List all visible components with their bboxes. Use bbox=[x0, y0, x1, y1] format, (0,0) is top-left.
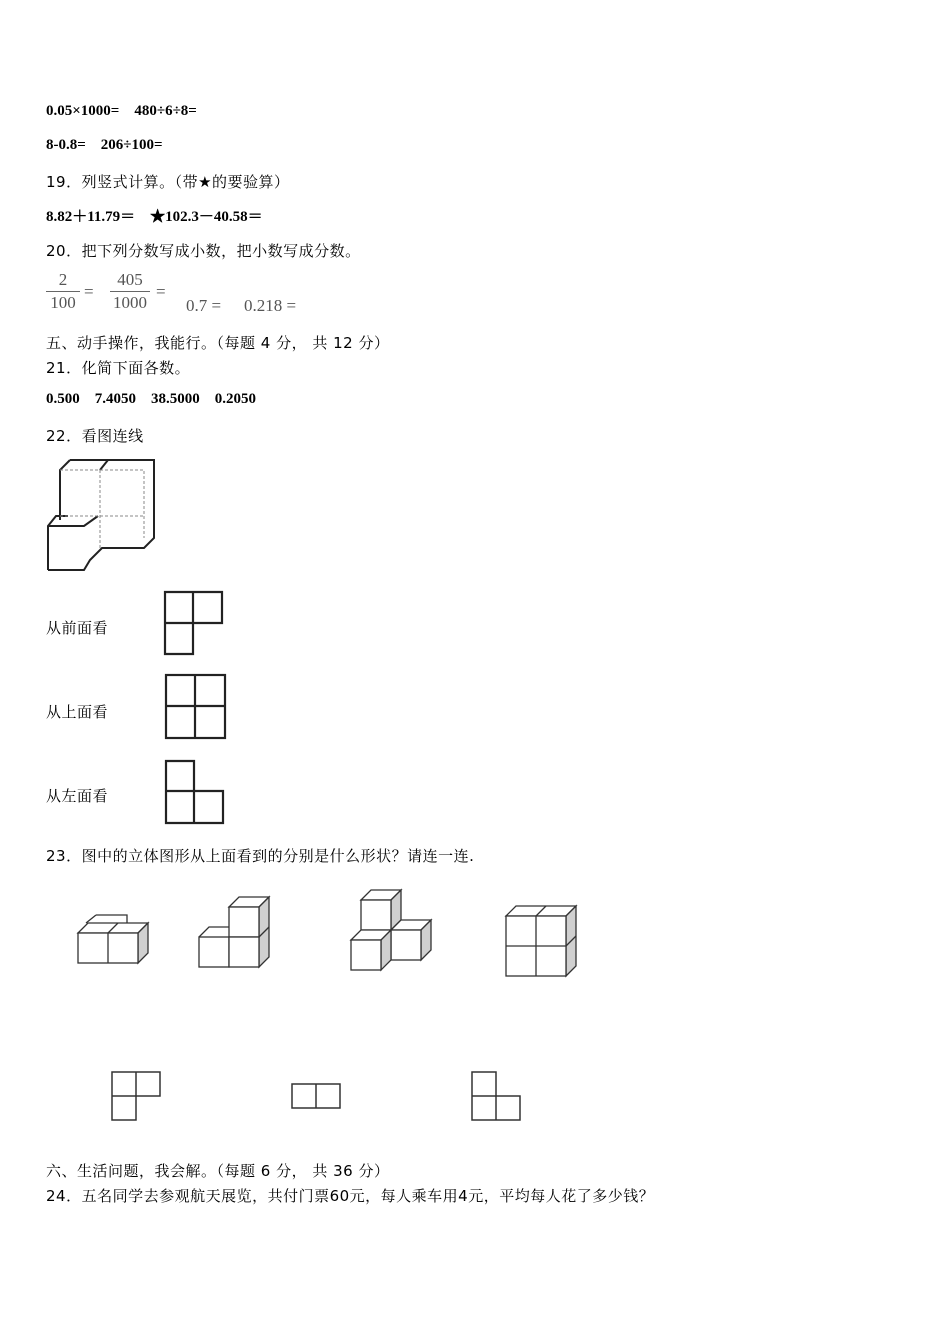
q24-title: 24．五名同学去参观航天展览，共付门票60元，每人乘车用4元，平均每人花了多少钱？ bbox=[46, 1187, 655, 1205]
calc-row-1: 0.05×1000= 480÷6÷8= bbox=[46, 103, 197, 119]
q23-title: 23．图中的立体图形从上面看到的分别是什么形状？请连一连. bbox=[46, 847, 475, 865]
view-label-left: 从左面看 bbox=[46, 787, 109, 805]
decimal-0-218: 0.218 = bbox=[244, 296, 297, 315]
solid-d-icon bbox=[504, 904, 579, 979]
equals-sign: = bbox=[156, 282, 166, 301]
cube-stack-3d-icon bbox=[46, 458, 156, 574]
q22-title: 22．看图连线 bbox=[46, 427, 144, 445]
q19-title: 19．列竖式计算。（带★的要验算） bbox=[46, 173, 290, 191]
view-label-top: 从上面看 bbox=[46, 703, 109, 721]
top-view-L-icon bbox=[111, 1071, 163, 1123]
q20-expressions bbox=[46, 270, 446, 320]
solid-a-icon bbox=[76, 913, 151, 965]
section-5-title: 五、动手操作，我能行。（每题 4 分， 共 12 分） bbox=[46, 334, 390, 352]
fraction-405-1000: 405 1000 bbox=[110, 270, 150, 313]
left-view-L-shape-icon bbox=[165, 760, 225, 826]
top-view-2x2-grid-icon bbox=[165, 674, 227, 740]
equals-sign: = bbox=[84, 282, 94, 301]
q21-row: 0.500 7.4050 38.5000 0.2050 bbox=[46, 391, 256, 407]
calc-row-2: 8-0.8= 206÷100= bbox=[46, 137, 163, 153]
view-label-front: 从前面看 bbox=[46, 619, 109, 637]
solid-c-icon bbox=[349, 888, 434, 973]
solid-b-icon bbox=[197, 895, 272, 970]
q21-title: 21．化简下面各数。 bbox=[46, 359, 191, 377]
fraction-2-100: 2 100 bbox=[46, 270, 80, 313]
section-6-title: 六、生活问题，我会解。（每题 6 分， 共 36 分） bbox=[46, 1162, 390, 1180]
decimal-0-7: 0.7 = bbox=[186, 296, 222, 315]
top-view-reverse-L-icon bbox=[471, 1071, 523, 1123]
q20-title: 20．把下列分数写成小数，把小数写成分数。 bbox=[46, 242, 361, 260]
top-view-1x2-icon bbox=[291, 1083, 343, 1111]
front-view-L-shape-icon bbox=[164, 591, 224, 657]
q19-row: 8.82＋11.79＝ ★102.3－40.58＝ bbox=[46, 209, 263, 225]
